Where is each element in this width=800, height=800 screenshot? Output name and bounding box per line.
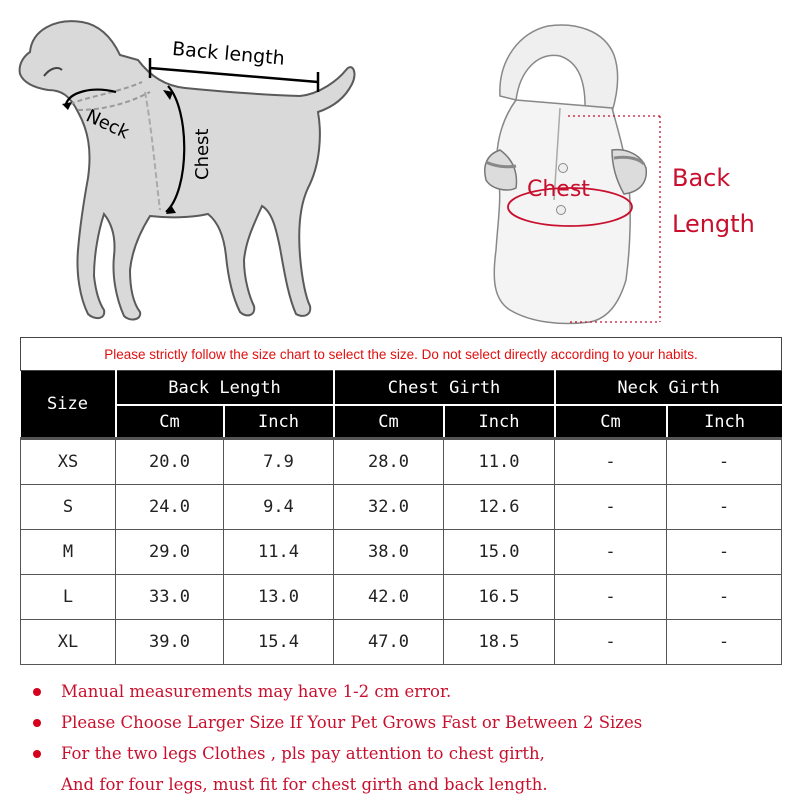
size-cell: L [21,575,116,620]
back-length-header: Back Length [116,371,334,406]
table-cell: 28.0 [334,439,444,485]
note-item-continued [30,769,790,800]
unit-header: Inch [224,405,334,439]
coat-back-label-line1: Back [672,164,731,192]
table-cell: - [555,530,667,575]
table-cell: 38.0 [334,530,444,575]
back-length-label: Back length [171,37,286,70]
coat-hood [500,25,618,112]
coat-back-label-line2: Length [672,210,755,238]
note-text: Please Choose Larger Size If Your Pet Grows Fast or Between 2 Sizes [61,713,643,732]
dog-measurement-diagram [20,21,355,319]
neck-label: Neck [82,105,133,144]
note-item [30,676,790,707]
dog-silhouette [20,21,355,319]
table-cell: 39.0 [116,620,224,665]
chest-label: Chest [192,128,213,180]
table-cell: - [667,485,782,530]
bullet-dot-icon [33,688,41,696]
table-cell: - [667,439,782,485]
table-cell: 24.0 [116,485,224,530]
table-row [21,439,782,485]
size-cell: XS [21,439,116,485]
unit-header: Cm [334,405,444,439]
table-cell: 13.0 [224,575,334,620]
unit-header: Cm [555,405,667,439]
neck-girth-header: Neck Girth [555,371,782,406]
size-cell: M [21,530,116,575]
table-row [21,485,782,530]
table-cell: 12.6 [444,485,555,530]
notes-list [30,676,790,800]
table-cell: 32.0 [334,485,444,530]
table-cell: 15.0 [444,530,555,575]
table-cell: 15.4 [224,620,334,665]
table-cell: 7.9 [224,439,334,485]
note-text: Manual measurements may have 1-2 cm error. [61,682,452,701]
size-cell: S [21,485,116,530]
table-cell: 42.0 [334,575,444,620]
note-text: For the two legs Clothes , pls pay attention to chest girth, [61,744,545,763]
bullet-dot-icon [33,750,41,758]
table-cell: - [667,620,782,665]
table-cell: 16.5 [444,575,555,620]
table-cell: - [667,575,782,620]
table-cell: - [555,485,667,530]
table-cell: 33.0 [116,575,224,620]
unit-header: Inch [667,405,782,439]
note-text: And for four legs, must fit for chest girth and back length. [61,775,548,794]
size-chart-table [20,337,782,665]
table-cell: 47.0 [334,620,444,665]
table-cell: 11.4 [224,530,334,575]
measurement-diagrams [0,0,800,335]
table-cell: - [555,575,667,620]
size-header: Size [21,371,116,439]
note-item [30,707,790,738]
chest-girth-header: Chest Girth [334,371,555,406]
size-cell: XL [21,620,116,665]
unit-header: Inch [444,405,555,439]
note-item [30,738,790,769]
table-cell: - [555,620,667,665]
size-notice: Please strictly follow the size chart to select the size. Do not select directly according to your habits. [21,338,782,371]
table-cell: 11.0 [444,439,555,485]
table-cell: 20.0 [116,439,224,485]
coat-chest-label: Chest [527,177,590,202]
table-cell: 9.4 [224,485,334,530]
table-cell: - [555,439,667,485]
table-cell: - [667,530,782,575]
table-row [21,530,782,575]
bullet-dot-icon [33,719,41,727]
table-row [21,620,782,665]
table-cell: 29.0 [116,530,224,575]
unit-header: Cm [116,405,224,439]
table-row [21,575,782,620]
table-cell: 18.5 [444,620,555,665]
coat-measurement-diagram [485,25,755,323]
